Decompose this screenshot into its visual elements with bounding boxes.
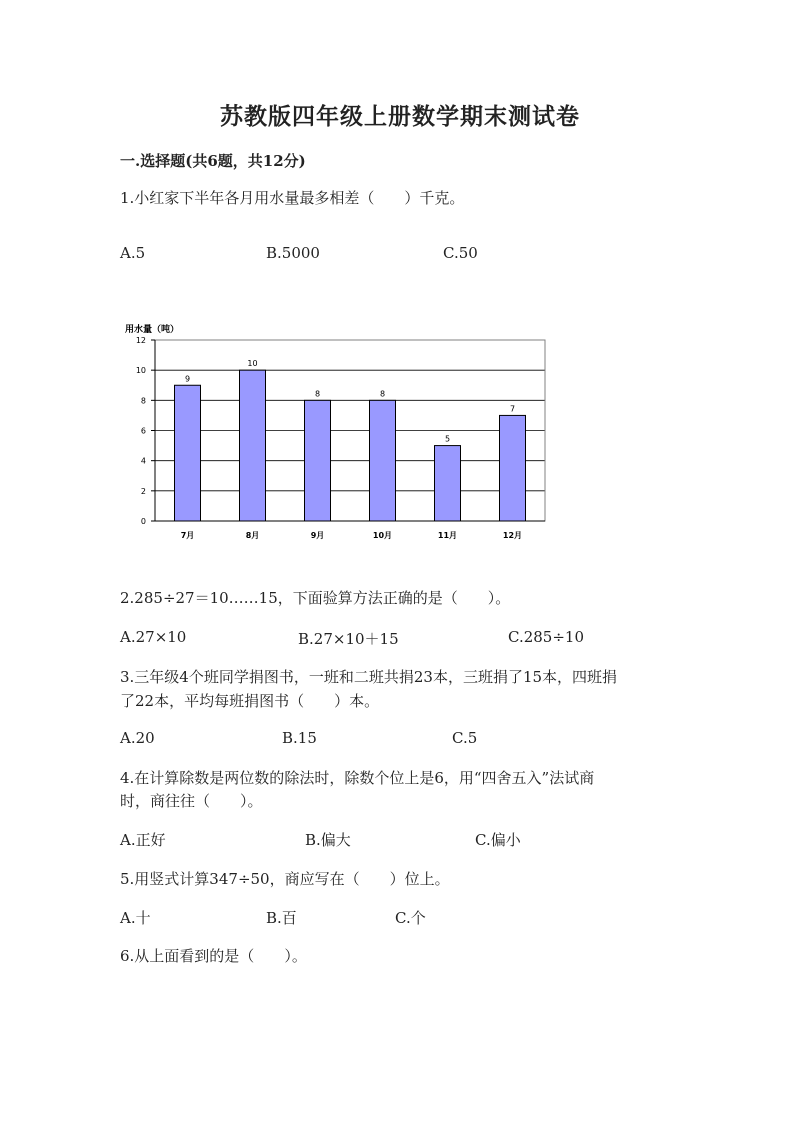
data-label: 9 xyxy=(184,374,191,384)
y-tick-label: 2 xyxy=(140,486,146,496)
data-label: 7 xyxy=(509,404,516,414)
bar xyxy=(370,400,396,521)
section-heading: 一.选择题(共6题，共12分) xyxy=(120,152,306,170)
y-tick-label: 0 xyxy=(140,517,146,526)
y-tick-label: 6 xyxy=(140,426,146,436)
q3-option-b: B.15 xyxy=(282,729,317,747)
bar xyxy=(240,370,266,521)
x-tick-label: 8月 xyxy=(245,531,260,540)
q3-option-c: C.5 xyxy=(452,729,478,747)
bar xyxy=(175,385,201,521)
x-tick-label: 7月 xyxy=(180,531,195,540)
q2-option-a: A.27×10 xyxy=(120,628,187,646)
q5-option-a: A.十 xyxy=(120,909,151,927)
page-title: 苏教版四年级上册数学期末测试卷 xyxy=(220,103,580,130)
question-1: 1.小红家下半年各月用水量最多相差（ ）千克。 xyxy=(120,189,465,207)
x-tick-label: 11月 xyxy=(437,531,458,540)
x-tick-label: 12月 xyxy=(502,531,523,540)
data-label: 5 xyxy=(444,434,451,444)
y-tick-label: 10 xyxy=(135,366,146,376)
q4-option-a: A.正好 xyxy=(120,831,166,849)
q4-option-b: B.偏大 xyxy=(305,831,351,849)
x-tick-label: 9月 xyxy=(310,531,325,540)
q5-option-b: B.百 xyxy=(266,909,297,927)
question-3-line-1: 3.三年级4个班同学捐图书，一班和二班共捐23本，三班捐了15本，四班捐 xyxy=(120,668,618,686)
question-4-line-2: 时，商往往（ ）。 xyxy=(120,792,263,810)
bar xyxy=(500,415,526,521)
q2-option-b: B.27×10＋15 xyxy=(298,630,399,648)
y-tick-label: 4 xyxy=(140,456,146,466)
y-tick-label: 8 xyxy=(140,396,146,406)
q1-option-b: B.5000 xyxy=(266,244,320,262)
q2-option-c: C.285÷10 xyxy=(508,628,584,646)
question-6: 6.从上面看到的是（ ）。 xyxy=(120,947,307,965)
data-label: 8 xyxy=(314,389,321,399)
question-2: 2.285÷27＝10……15，下面验算方法正确的是（ ）。 xyxy=(120,589,511,607)
water-usage-bar-chart xyxy=(118,318,558,550)
y-tick-label: 12 xyxy=(135,336,146,345)
q3-option-a: A.20 xyxy=(120,729,155,747)
q4-option-c: C.偏小 xyxy=(475,831,521,849)
data-label: 10 xyxy=(247,359,258,369)
bar xyxy=(305,400,331,521)
question-3-line-2: 了22本，平均每班捐图书（ ）本。 xyxy=(120,692,380,710)
q1-option-c: C.50 xyxy=(443,244,478,262)
question-5: 5.用竖式计算347÷50，商应写在（ ）位上。 xyxy=(120,870,450,888)
y-axis-label: 用水量（吨） xyxy=(125,325,180,335)
x-tick-label: 10月 xyxy=(372,531,393,540)
data-label: 8 xyxy=(379,389,386,399)
q1-option-a: A.5 xyxy=(120,244,146,262)
bar xyxy=(435,446,461,521)
q5-option-c: C.个 xyxy=(395,909,426,927)
question-4-line-1: 4.在计算除数是两位数的除法时，除数个位上是6，用“四舍五入”法试商 xyxy=(120,769,595,787)
